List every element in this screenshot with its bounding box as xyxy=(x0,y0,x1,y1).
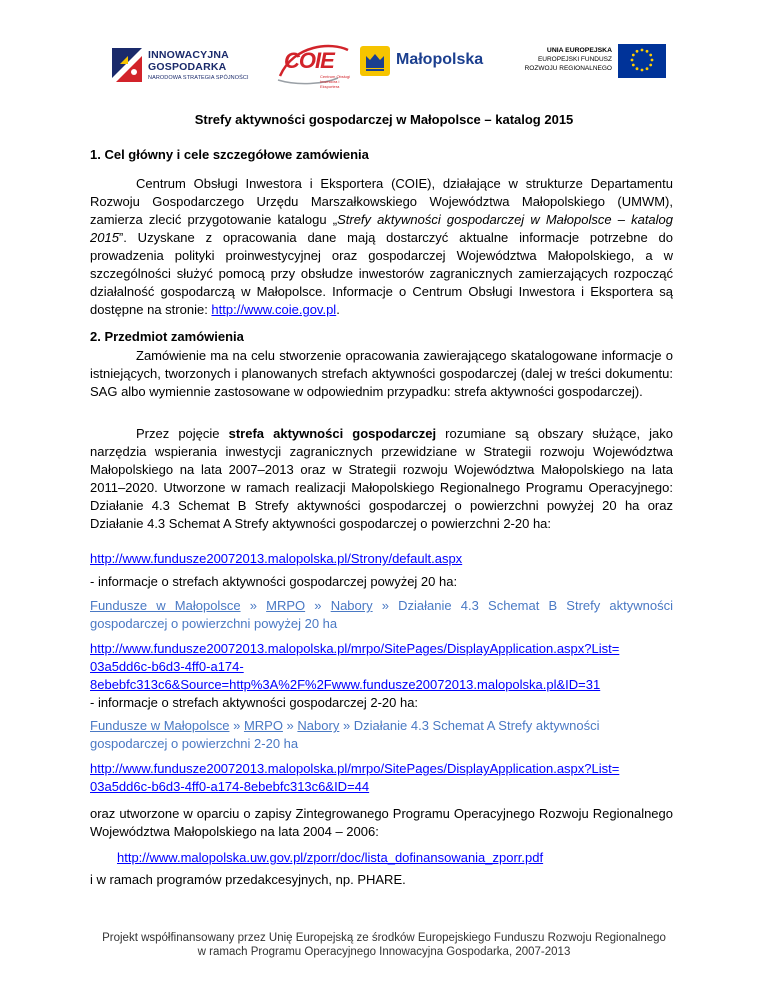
breadcrumb-schemat-b xyxy=(90,597,673,633)
eu-logo-text xyxy=(525,46,612,73)
eu-logo-line3: ROZWOJU REGIONALNEGO xyxy=(524,65,612,72)
coie-logo-subtitle: Centrum Obsługi Inwestora i Eksportera xyxy=(320,74,351,89)
eu-logo-line1: UNIA EUROPEJSKA xyxy=(546,47,612,54)
s1-text-end: . xyxy=(336,302,340,317)
s2-p2-text-b: rozumiane są obszary służące, jako narzędzia wspierania inwestycji zagranicznych przewidziane w Strategii rozwoju Województwa Małopolskiego na lata 2007–2013 oraz w Strategii rozwoju Województwa Małopolskiego na lata 2011–2020. Utworzone w ramach realizacji Małopolskiego Regionalnego Programu Operacyjnego: Działanie 4.3 Schemat B Strefy aktywności gospodarczej o powierzchni powyżej 20 ha oraz Działanie 4.3 Schemat A Strefy aktywności gospodarczej o powierzchni 2-20 ha: xyxy=(90,426,673,531)
breadcrumb-fundusze-link[interactable]: Fundusze w Małopolsce xyxy=(90,598,241,613)
fundusze-link-row xyxy=(90,550,673,568)
section-2-paragraph-4: i w ramach programów przedakcesyjnych, np. PHARE. xyxy=(90,872,406,887)
footer-line1: Projekt współfinansowany przez Unię Europejską ze środków Europejskiego Funduszu Rozwoju Regionalnego xyxy=(102,932,666,944)
s2-p2-term: strefa aktywności gospodarczej xyxy=(228,426,437,441)
malopolska-shield-icon xyxy=(360,46,390,76)
zporr-link-row xyxy=(117,849,673,867)
coie-logo xyxy=(274,40,354,90)
breadcrumb-separator: » xyxy=(229,718,244,733)
section-1-heading: 1. Cel główny i cele szczegółowe zamówienia xyxy=(90,147,369,162)
breadcrumb-separator: » xyxy=(305,598,331,613)
section-2-heading: 2. Przedmiot zamówienia xyxy=(90,329,244,344)
breadcrumb-current: » Działanie 4.3 Schemat B Strefy aktywności gospodarczej o powierzchni powyżej 20 ha xyxy=(90,598,673,631)
s2-p2-text-a: Przez pojęcie xyxy=(136,426,229,441)
eu-flag-icon xyxy=(618,44,666,78)
logo-header xyxy=(108,40,668,90)
section-1-paragraph xyxy=(90,175,673,319)
application-31-link-line3[interactable]: 8ebebfc313c6&Source=http%3A%2F%2Fwww.fundusze20072013.malopolska.pl&ID=31 xyxy=(90,677,601,692)
application-31-link-line2[interactable]: 03a5dd6c-b6d3-4ff0-a174- xyxy=(90,659,244,674)
info-above-20ha: - informacje o strefach aktywności gospodarczej powyżej 20 ha: xyxy=(90,574,458,589)
footer-line2: w ramach Programu Operacyjnego Innowacyjna Gospodarka, 2007-2013 xyxy=(197,946,571,958)
innowacyjna-gospodarka-logo xyxy=(108,46,258,86)
coie-logo-word: COIE xyxy=(284,48,334,73)
breadcrumb-separator: » xyxy=(282,718,298,733)
ig-logo-line3: NARODOWA STRATEGIA SPÓJNOŚCI xyxy=(148,75,249,81)
malopolska-logo xyxy=(360,46,490,82)
section-2-paragraph-2 xyxy=(90,425,673,533)
breadcrumb-mrpo-link[interactable]: MRPO xyxy=(266,598,306,613)
breadcrumb-fundusze-link[interactable]: Fundusze w Małopolsce xyxy=(90,718,230,733)
breadcrumb-nabory-link[interactable]: Nabory xyxy=(330,598,373,613)
application-44-link-line1[interactable]: http://www.fundusze20072013.malopolska.pl/mrpo/SitePages/DisplayApplication.aspx?List= xyxy=(90,761,620,776)
zporr-list-link[interactable]: http://www.malopolska.uw.gov.pl/zporr/doc/lista_dofinansowania_zporr.pdf xyxy=(117,850,544,865)
eu-logo xyxy=(516,44,666,84)
info-2-20ha: - informacje o strefach aktywności gospodarczej 2-20 ha: xyxy=(90,695,419,710)
ig-emblem-icon xyxy=(110,46,144,84)
document-title: Strefy aktywności gospodarczej w Małopolsce – katalog 2015 xyxy=(194,112,574,127)
breadcrumb-separator: » xyxy=(240,598,267,613)
section-2-paragraph-3: oraz utworzone w oparciu o zapisy Zintegrowanego Programu Operacyjnego Rozwoju Regionalnego Województwa Małopolskiego na lata 2004 – 2006: xyxy=(90,806,673,839)
page-footer xyxy=(80,931,688,959)
eu-logo-line2: EUROPEJSKI FUNDUSZ xyxy=(537,56,612,63)
application-31-link-line1[interactable]: http://www.fundusze20072013.malopolska.pl/mrpo/SitePages/DisplayApplication.aspx?List= xyxy=(90,641,620,656)
breadcrumb-nabory-link[interactable]: Nabory xyxy=(297,718,340,733)
application-44-link-block xyxy=(90,760,673,796)
ig-logo-line1: INNOWACYJNA xyxy=(148,49,229,61)
ig-logo-line2: GOSPODARKA xyxy=(148,61,227,73)
coie-website-link[interactable]: http://www.coie.gov.pl xyxy=(211,302,337,317)
breadcrumb-mrpo-link[interactable]: MRPO xyxy=(243,718,283,733)
breadcrumb-current: » Działanie 4.3 Schemat A Strefy aktywności gospodarczej o powierzchni 2-20 ha xyxy=(90,718,600,751)
breadcrumb-schemat-a xyxy=(90,717,673,753)
application-44-link-line2[interactable]: 03a5dd6c-b6d3-4ff0-a174-8ebebfc313c6&ID=44 xyxy=(90,779,370,794)
s1-catalog-title: Strefy aktywności gospodarczej w Małopolsce – katalog 2015 xyxy=(90,212,674,245)
application-31-link-block xyxy=(90,640,673,694)
s1-text-a: Centrum Obsługi Inwestora i Eksportera (COIE), działające w strukturze Departamentu Rozwoju Gospodarczego Urzędu Marszałkowskiego Województwa Małopolskiego (UMWM), zamierza zlecić przygotowanie katalogu „ xyxy=(90,176,673,227)
s1-text-b: ”. Uzyskane z opracowania dane mają dostarczyć aktualne informacje potrzebne do prowadzenia polityki proinwestycyjnej oraz gospodarczej Województwa Małopolskiego, a w szczególności służyć pomocą przy obsłudze inwestorów zagranicznych zamierzających rozpocząć działalność gospodarczą w Małopolsce. Informacje o Centrum Obsługi Inwestora i Eksportera są dostępne na stronie: xyxy=(90,230,673,317)
section-2-paragraph-1: Zamówienie ma na celu stworzenie opracowania zawierającego skatalogowane informacje o istniejących, tworzonych i planowanych strefach aktywności gospodarczej (dalej w treści dokumentu: SAG albo wymiennie zastosowane w odpowiednim przypadku: strefa aktywności gospodarczej). xyxy=(90,348,673,399)
malopolska-logo-name: Małopolska xyxy=(396,51,484,68)
fundusze-home-link[interactable]: http://www.fundusze20072013.malopolska.pl/Strony/default.aspx xyxy=(90,551,463,566)
